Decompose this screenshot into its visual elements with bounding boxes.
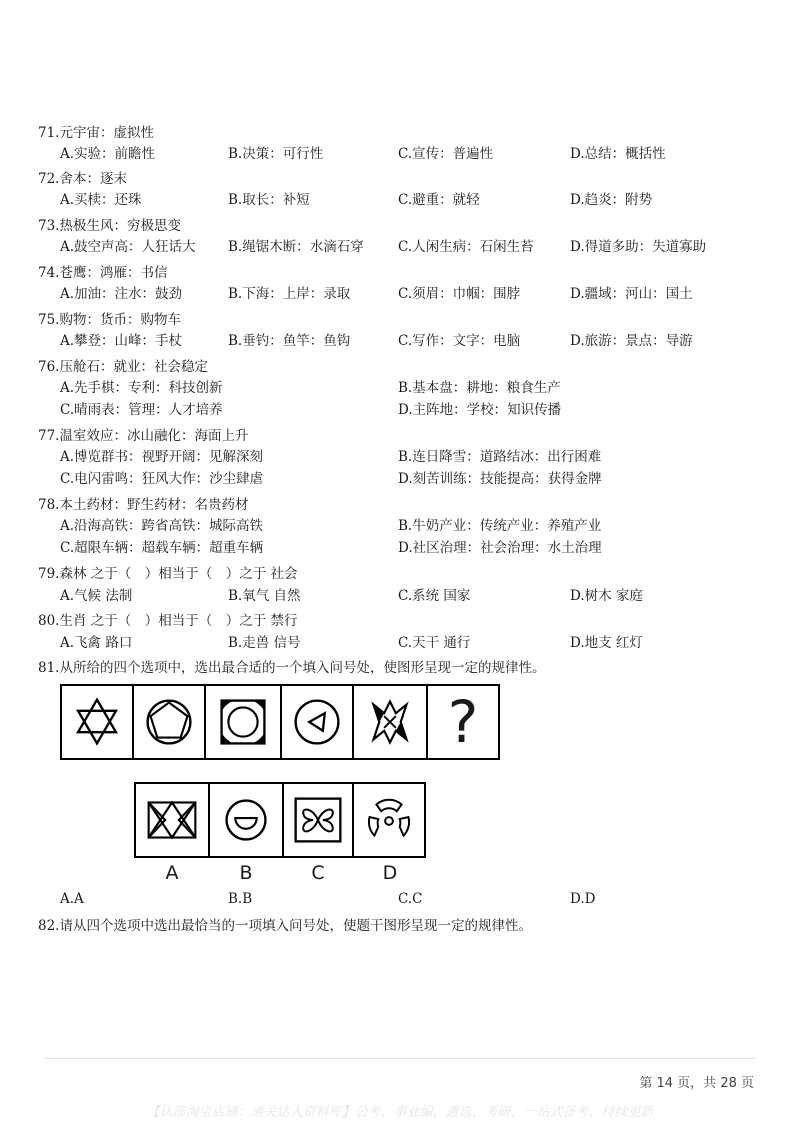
triangle-in-circle-icon — [282, 686, 352, 758]
blade-left — [369, 817, 378, 835]
inner-pentagon — [151, 703, 188, 738]
outer-circle — [227, 801, 266, 840]
burst-shape-icon — [354, 686, 426, 758]
question-73-option-b[interactable]: B.绳锯木断：水滴石穿 — [228, 239, 364, 255]
question-77-option-c[interactable]: C.电闪雷鸣：狂风大作：沙尘肆虐 — [60, 471, 264, 487]
square-circle-corners-icon — [206, 686, 280, 758]
question-72-option-a[interactable]: A.买椟：还珠 — [60, 192, 142, 208]
burst-fill-left — [373, 704, 384, 722]
question-75-option-b[interactable]: B.垂钓：鱼竿：鱼钩 — [228, 333, 351, 349]
question-71-option-c[interactable]: C.宣传：普遍性 — [398, 146, 494, 162]
question-75-option-a[interactable]: A.攀登：山峰：手杖 — [60, 333, 183, 349]
question-74-option-a[interactable]: A.加油：注水：鼓劲 — [60, 286, 183, 302]
figure-cell-4 — [280, 684, 354, 760]
inner-triangle — [309, 713, 325, 731]
question-79-option-a[interactable]: A.气候 法制 — [60, 588, 133, 604]
question-77-option-d[interactable]: D.刻苦训练：技能提高：获得金牌 — [398, 471, 602, 487]
figure-cell-3 — [204, 684, 282, 760]
question-76-stem: 76.压舱石：就业：社会稳定 — [38, 359, 208, 375]
option-figure-c[interactable] — [282, 782, 354, 858]
question-80-option-d[interactable]: D.地支 红灯 — [570, 635, 643, 651]
hourglass-triangles-icon — [136, 784, 208, 856]
blade-right — [400, 817, 409, 835]
blade-top — [376, 800, 401, 811]
figure-cell-5 — [352, 684, 428, 760]
question-74-stem: 74.苍鹰：鸿雁：书信 — [38, 265, 168, 281]
option-figure-a[interactable] — [134, 782, 210, 858]
question-79-option-c[interactable]: C.系统 国家 — [398, 588, 471, 604]
question-76-option-b[interactable]: B.基本盘：耕地：粮食生产 — [398, 380, 561, 396]
inner-circle — [228, 707, 257, 736]
corner-fill-bl — [222, 732, 234, 744]
question-75-option-d[interactable]: D.旅游：景点：导游 — [570, 333, 693, 349]
question-75-option-c[interactable]: C.写作：文字：电脑 — [398, 333, 521, 349]
question-71-option-d[interactable]: D.总结：概括性 — [570, 146, 666, 162]
question-74-option-b[interactable]: B.下海：上岸：录取 — [228, 286, 351, 302]
question-76-option-d[interactable]: D.主阵地：学校：知识传播 — [398, 402, 562, 418]
option-figure-b[interactable] — [208, 782, 284, 858]
left-wing — [303, 810, 318, 832]
question-81-option-c[interactable]: C.C — [398, 891, 423, 907]
corner-fill-tr — [253, 701, 265, 713]
question-77-stem: 77.温室效应：冰山融化：海面上升 — [38, 428, 249, 444]
right-wing — [318, 810, 333, 832]
option-figure-label-b: B — [239, 862, 253, 884]
question-71-option-a[interactable]: A.实验：前瞻性 — [60, 146, 156, 162]
question-81-option-d[interactable]: D.D — [570, 891, 596, 907]
down-v — [149, 802, 196, 837]
question-72-option-c[interactable]: C.避重：就轻 — [398, 192, 480, 208]
question-77-option-a[interactable]: A.博览群书：视野开阔：见解深刻 — [60, 449, 264, 465]
question-79-option-d[interactable]: D.树木 家庭 — [570, 588, 643, 604]
question-73-stem: 73.热极生风：穷极思变 — [38, 218, 181, 234]
question-81-stem: 81.从所给的四个选项中，选出最合适的一个填入问号处，使图形呈现一定的规律性。 — [38, 660, 546, 676]
question-77-option-b[interactable]: B.连日降雪：道路结冰：出行困难 — [398, 449, 602, 465]
page-number: 第 14 页，共 28 页 — [639, 1076, 754, 1091]
question-80-option-c[interactable]: C.天干 通行 — [398, 635, 471, 651]
triangle-down — [78, 711, 116, 744]
outer-circle — [296, 701, 339, 744]
pentagon-in-circle-icon — [134, 686, 204, 758]
figure-cell-1 — [60, 684, 134, 760]
question-73-option-d[interactable]: D.得道多助：失道寡助 — [570, 239, 707, 255]
question-81-option-a[interactable]: A.A — [60, 891, 84, 907]
question-78-option-c[interactable]: C.超限车辆：超载车辆：超重车辆 — [60, 540, 264, 556]
center-circle — [385, 817, 393, 825]
question-80-stem: 80.生肖 之于（ ）相当于（ ）之于 禁行 — [38, 613, 298, 629]
question-80-option-a[interactable]: A.飞禽 路口 — [60, 635, 133, 651]
figure-frame — [149, 802, 196, 837]
question-71-stem: 71.元宇宙：虚拟性 — [38, 125, 154, 141]
question-74-option-c[interactable]: C.须眉：巾帼：围脖 — [398, 286, 521, 302]
question-81-option-b[interactable]: B.B — [228, 891, 253, 907]
burst-cross — [384, 716, 396, 728]
star-of-david-icon — [62, 686, 132, 758]
corner-fill-tl — [222, 701, 234, 713]
inner-half-circle — [235, 818, 256, 829]
butterfly-in-square-icon — [284, 784, 352, 856]
radiation-symbol-icon — [354, 784, 424, 856]
question-72-stem: 72.舍本：逐末 — [38, 171, 127, 187]
option-figure-label-a: A — [165, 862, 179, 884]
option-figure-label-c: C — [311, 862, 325, 884]
question-82-stem: 82.请从四个选项中选出最恰当的一项填入问号处，使题干图形呈现一定的规律性。 — [38, 918, 532, 934]
circle-half-circle-icon — [210, 784, 282, 856]
question-75-stem: 75.购物：货币：购物车 — [38, 312, 181, 328]
footer-divider — [45, 1058, 755, 1059]
question-mark: ? — [447, 688, 479, 756]
question-79-option-b[interactable]: B.氧气 自然 — [228, 588, 301, 604]
up-v — [149, 802, 196, 837]
question-76-option-c[interactable]: C.晴雨表：管理：人才培养 — [60, 402, 223, 418]
burst-fill-right — [396, 722, 407, 740]
question-78-stem: 78.本土药材：野生药材：名贵药材 — [38, 497, 249, 513]
question-74-option-d[interactable]: D.疆域：河山：国土 — [570, 286, 693, 302]
question-78-option-d[interactable]: D.社区治理：社会治理：水土治理 — [398, 540, 602, 556]
question-78-option-a[interactable]: A.沿海高铁：跨省高铁：城际高铁 — [60, 518, 264, 534]
question-72-option-d[interactable]: D.趋炎：附势 — [570, 192, 653, 208]
question-73-option-c[interactable]: C.人闲生病：石闲生苔 — [398, 239, 534, 255]
figure-cell-2 — [132, 684, 206, 760]
figure-cell-question — [426, 684, 500, 760]
triangle-up — [78, 700, 116, 733]
question-71-option-b[interactable]: B.决策：可行性 — [228, 146, 324, 162]
option-figure-label-d: D — [382, 862, 398, 884]
question-79-stem: 79.森林 之于（ ）相当于（ ）之于 社会 — [38, 566, 298, 582]
question-78-option-b[interactable]: B.牛奶产业：传统产业：养殖产业 — [398, 518, 602, 534]
question-80-option-b[interactable]: B.走兽 信号 — [228, 635, 301, 651]
question-72-option-b[interactable]: B.取长：补短 — [228, 192, 310, 208]
watermark-text: 【认准淘宝店铺：通关达人资料库】公考、事业编、遴选、考研、一站式备考，持续更新 — [146, 1105, 654, 1120]
option-figure-d[interactable] — [352, 782, 426, 858]
question-76-option-a[interactable]: A.先手棋：专利：科技创新 — [60, 380, 223, 396]
corner-fill-br — [253, 732, 265, 744]
question-73-option-a[interactable]: A.鼓空声高：人狂话大 — [60, 239, 196, 255]
